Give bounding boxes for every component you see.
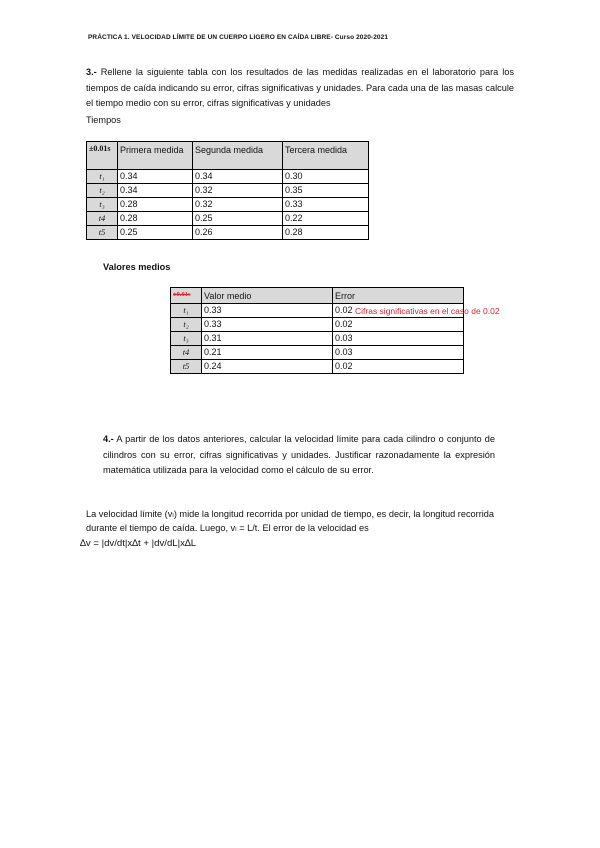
- table-cell: 0.22: [283, 212, 369, 226]
- row-label: t₂: [87, 184, 118, 198]
- section-4-number: 4.-: [103, 434, 114, 444]
- column-header: Tercera medida: [283, 142, 369, 170]
- row-label: t4: [87, 212, 118, 226]
- table-cell: 0.32: [193, 198, 283, 212]
- table-cell: 0.35: [283, 184, 369, 198]
- table-cell: 0.33: [283, 198, 369, 212]
- section-3-number: 3.-: [86, 67, 97, 77]
- valores-medios-table: [170, 287, 464, 374]
- table-cell: 0.26: [193, 226, 283, 240]
- row-label: t₃: [171, 332, 202, 346]
- table-cell: 0.33: [202, 318, 333, 332]
- section-3-text: Rellene la siguiente tabla con los resultados de las medidas realizadas en el laboratorio para los tiempos de caída indicando su error, cifras significativas y unidades. Para cada una de las masas calcule el tiempo medio con su error, cifras significativas y unidades: [86, 67, 514, 108]
- table-cell: 0.21: [202, 346, 333, 360]
- table-cell: 0.02: [333, 304, 464, 318]
- table-cell: 0.34: [118, 170, 193, 184]
- table-row: [171, 360, 464, 374]
- table-cell: 0.28: [118, 212, 193, 226]
- row-label: t₃: [87, 198, 118, 212]
- valores-medios-label: Valores medios: [103, 262, 171, 272]
- tiempos-table: [86, 141, 369, 240]
- table-cell: 0.03: [333, 332, 464, 346]
- section-4-text: A partir de los datos anteriores, calcular la velocidad límite para cada cilindro o conjunto de cilindros con su error, cifras significativas y unidades. Justificar razonadamente la expresión matemática utilizada para la velocidad como el cálculo de su error.: [103, 434, 495, 475]
- row-label: t₁: [87, 170, 118, 184]
- table-row: [171, 318, 464, 332]
- column-header: Primera medida: [118, 142, 193, 170]
- row-label: t₂: [171, 318, 202, 332]
- column-header: Error: [333, 288, 464, 304]
- table-row: [87, 170, 369, 184]
- table-cell: 0.03: [333, 346, 464, 360]
- velocity-error-formula: ∆v = |dv/dt|x∆t + |dv/dL|x∆L: [80, 538, 197, 549]
- table-cell: 0.32: [193, 184, 283, 198]
- table-cell: 0.34: [193, 170, 283, 184]
- row-label: t5: [171, 360, 202, 374]
- table-cell: 0.28: [283, 226, 369, 240]
- table-row: [171, 346, 464, 360]
- table-cell: 0.34: [118, 184, 193, 198]
- table-row: [87, 198, 369, 212]
- section-3-paragraph: [86, 65, 514, 112]
- table-cell: 0.31: [202, 332, 333, 346]
- table-row: [87, 212, 369, 226]
- table-cell: 0.02: [333, 360, 464, 374]
- table-cell: 0.28: [118, 198, 193, 212]
- tiempos-table-corner: ±0.01s: [87, 142, 118, 170]
- tiempos-label: Tiempos: [86, 115, 121, 125]
- section-4-paragraph: [103, 432, 495, 479]
- column-header: Valor medio: [202, 288, 333, 304]
- row-label: t₁: [171, 304, 202, 318]
- table-cell: 0.24: [202, 360, 333, 374]
- table-row: [171, 332, 464, 346]
- red-annotation: Cifras significativas en el caso de 0.02: [355, 306, 500, 316]
- table-cell: 0.30: [283, 170, 369, 184]
- column-header: Segunda medida: [193, 142, 283, 170]
- table-row: [87, 184, 369, 198]
- page-header: PRÁCTICA 1. VELOCIDAD LÍMITE DE UN CUERPO LIGERO EN CAÍDA LIBRE- Curso 2020-2021: [88, 34, 389, 41]
- table-row: [87, 226, 369, 240]
- row-label: t4: [171, 346, 202, 360]
- row-label: t5: [87, 226, 118, 240]
- table-cell: 0.25: [118, 226, 193, 240]
- table-cell: 0.33: [202, 304, 333, 318]
- valores-medios-corner: ±0.01s: [171, 288, 202, 304]
- table-cell: 0.25: [193, 212, 283, 226]
- table-cell: 0.02: [333, 318, 464, 332]
- answer-paragraph: La velocidad límite (vₗ) mide la longitud recorrida por unidad de tiempo, es decir, la longitud recorrida durante el tiempo de caída. Luego, vₗ = L/t. El error de la velocidad es: [86, 509, 495, 533]
